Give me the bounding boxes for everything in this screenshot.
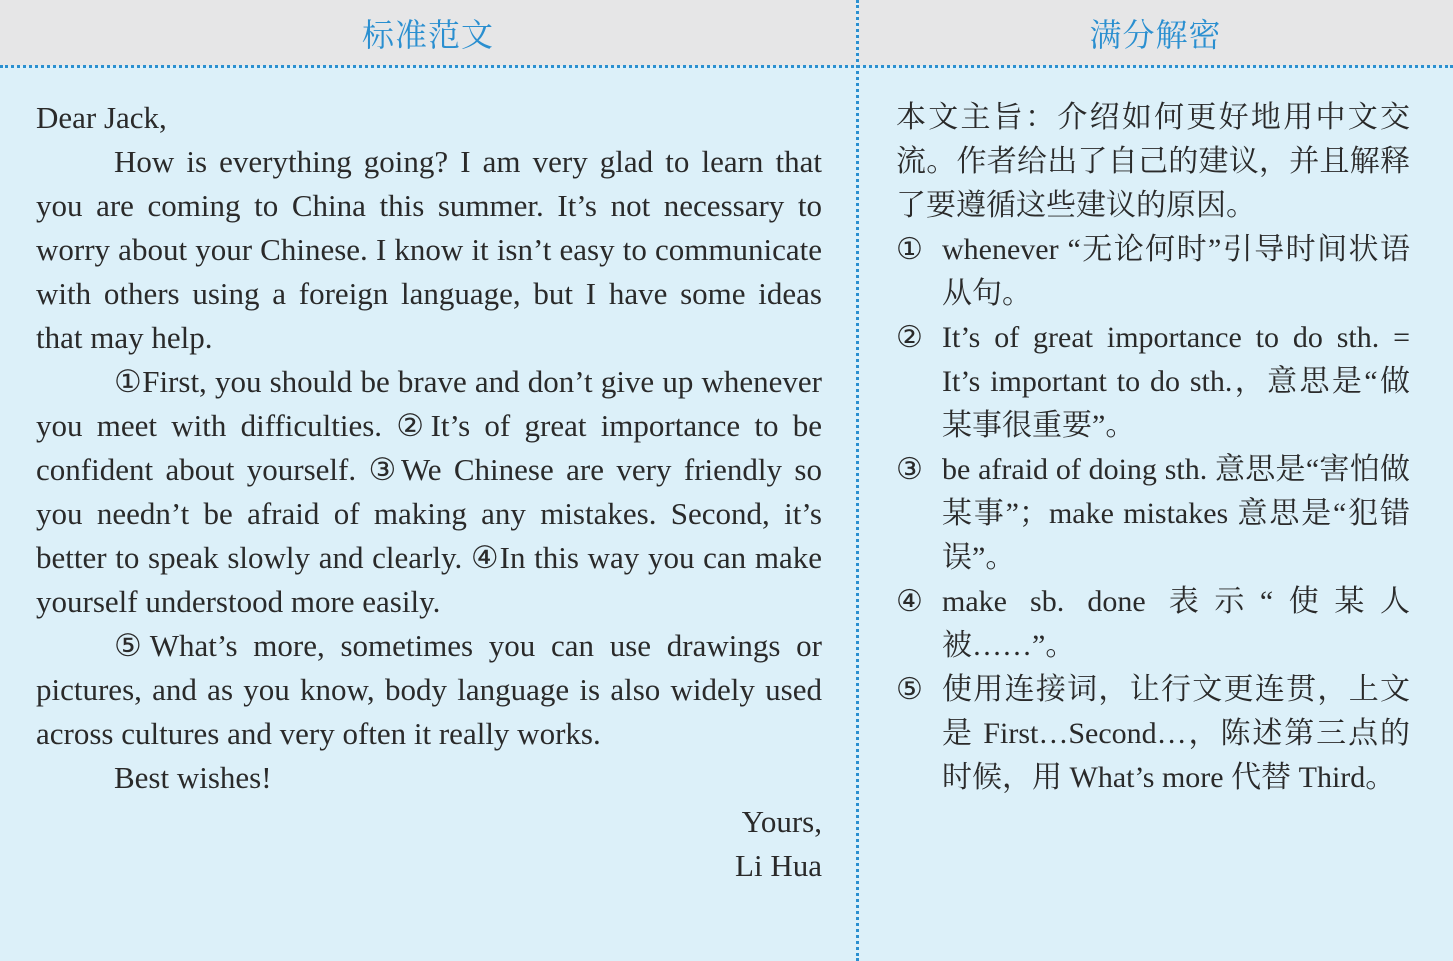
analysis-item — [896, 316, 1410, 448]
analysis-summary: 本文主旨：介绍如何更好地用中文交流。作者给出了自己的建议，并且解释了要遵循这些建议的原因。 — [896, 101, 1410, 222]
analysis-notes — [896, 96, 1410, 800]
item-text: 使用连接词，让行文更连贯，上文是 First…Second…，陈述第三点的时候，用 What’s more 代替 Third。 — [942, 673, 1410, 794]
letter-paragraph-2: ①First, you should be brave and don’t give up whenever you meet with difficulties. ②It’s of great importance to be confident about yourself. ③We Chinese are very friendly so you needn’t be afraid of making any mistakes. Second, it’s better to speak slowly and clearly. ④In this way you can make yourself understood more easily. — [36, 364, 822, 619]
analysis-item — [896, 668, 1410, 800]
header-divider — [0, 65, 1453, 68]
left-header — [0, 0, 856, 66]
sample-letter — [36, 96, 822, 888]
analysis-item — [896, 580, 1410, 668]
letter-paragraph-1: How is everything going? I am very glad to learn that you are coming to China this summer. It’s not necessary to worry about your Chinese. I know it isn’t easy to communicate with others using a foreign language, but I have some ideas that may help. — [36, 144, 822, 355]
item-text: It’s of great importance to do sth. = It’s important to do sth.，意思是“做某事很重要”。 — [942, 321, 1410, 442]
left-header-title: 标准范文 — [361, 16, 494, 54]
letter-signature: Li Hua — [735, 848, 822, 883]
item-text: make sb. done 表示“使某人被……”。 — [942, 585, 1410, 662]
item-number: ⑤ — [896, 673, 923, 706]
letter-salutation: Dear Jack, — [36, 100, 167, 135]
item-text: whenever “无论何时”引导时间状语从句。 — [942, 233, 1410, 310]
letter-wishes: Best wishes! — [114, 760, 272, 795]
item-number: ④ — [896, 585, 923, 618]
item-number: ③ — [896, 453, 923, 486]
right-header — [858, 0, 1453, 66]
analysis-item — [896, 228, 1410, 316]
item-number: ② — [896, 321, 923, 354]
letter-closing: Yours, — [741, 804, 822, 839]
letter-paragraph-3: ⑤What’s more, sometimes you can use drawings or pictures, and as you know, body language is also widely used across cultures and very often it really works. — [36, 628, 822, 751]
item-number: ① — [896, 233, 923, 266]
item-text: be afraid of doing sth. 意思是“害怕做某事”；make mistakes 意思是“犯错误”。 — [942, 453, 1410, 574]
right-header-title: 满分解密 — [1089, 16, 1222, 54]
analysis-item — [896, 448, 1410, 580]
column-divider — [856, 0, 859, 961]
